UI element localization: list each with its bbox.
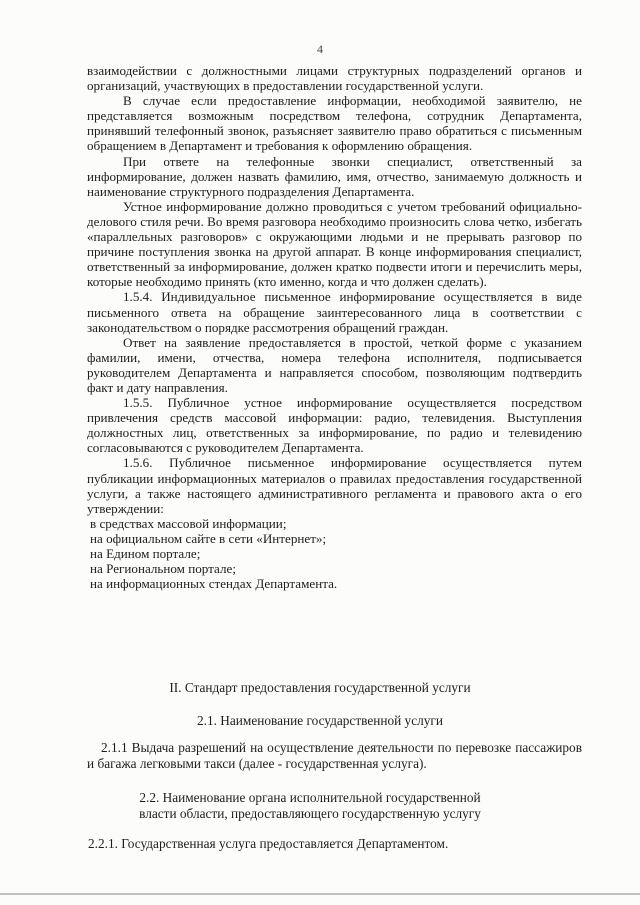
paragraph: 1.5.5. Публичное устное информирование осуществляется посредством привлечения средств массовой информации: радио, телевидения. Выступления должностных лиц, ответственных за информирование, по радио и телевидению согласовываются с руководителем Департамента. — [87, 395, 582, 456]
list-item: в средствах массовой информации; — [90, 515, 287, 531]
subheading-2-2-line2: власти области, предоставляющего государственную услугу — [139, 806, 481, 821]
paragraph-2-1-1-text: 2.1.1 Выдача разрешений на осуществление деятельности по перевозке пассажиров и багажа легковыми такси (далее - государственная услуга). — [87, 740, 582, 771]
subheading-2-1: 2.1. Наименование государственной услуги — [197, 713, 443, 728]
paragraph-2-1-1 — [87, 740, 582, 772]
list-item: на информационных стендах Департамента. — [90, 576, 338, 592]
page-bottom-edge — [0, 893, 640, 895]
paragraph-2-2-1-text: 2.2.1. Государственная услуга предоставляется Департаментом. — [88, 836, 449, 851]
subheading-2-2-line1: 2.2. Наименование органа исполнительной государственной — [139, 790, 481, 805]
page-number: 4 — [317, 42, 323, 56]
list-item: на официальном сайте в сети «Интернет»; — [90, 530, 327, 546]
paragraph: взаимодействии с должностными лицами структурных подразделений органов и организаций, участвующих в предоставлении государственной услуги. — [87, 63, 582, 94]
list-item: на Едином портале; — [90, 546, 201, 561]
body-text — [87, 63, 582, 591]
paragraph-2-2-1 — [87, 836, 582, 852]
paragraph: В случае если предоставление информации, необходимой заявителю, не представляется возможным посредством телефона, сотрудник Департамента, принявший телефонный звонок, разъясняет заявителю право обратиться с письменным обращением в Департамент и требования к оформлению обращения. — [87, 93, 582, 154]
paragraph: 1.5.4. Индивидуальное письменное информирование осуществляется в виде письменного ответа на обращение заинтересованного лица в соответствии с законодательством о порядке рассмотрения обращений граждан. — [87, 289, 582, 335]
paragraph: Устное информирование должно проводиться с учетом требований официально-делового стиля речи. Во время разговора необходимо произносить слова четко, избегать «параллельных разговоров» с окружающими людьми и не прерывать разговор по причине поступления звонка на другой аппарат. В конце информирования специалист, ответственный за информирование, должен кратко подвести итоги и перечислить меры, которые необходимо принять (кто именно, когда и что должен сделать). — [87, 198, 582, 290]
paragraph: Ответ на заявление предоставляется в простой, четкой форме с указанием фамилии, имени, отчества, номера телефона исполнителя, подписывается руководителем Департамента и направляется способом, позволяющим подтвердить факт и дату направления. — [87, 334, 582, 395]
section-heading: II. Стандарт предоставления государственной услуги — [169, 680, 471, 695]
paragraph: При ответе на телефонные звонки специалист, ответственный за информирование, должен назвать фамилию, имя, отчество, занимаемую должность и наименование структурного подразделения Департамента. — [87, 153, 582, 199]
list-item: на Региональном портале; — [90, 561, 236, 577]
paragraph: 1.5.6. Публичное письменное информирование осуществляется путем публикации информационных материалов о правилах предоставления государственной услуги, а также настоящего административного регламента и правового акта о его утверждении: — [87, 455, 582, 516]
